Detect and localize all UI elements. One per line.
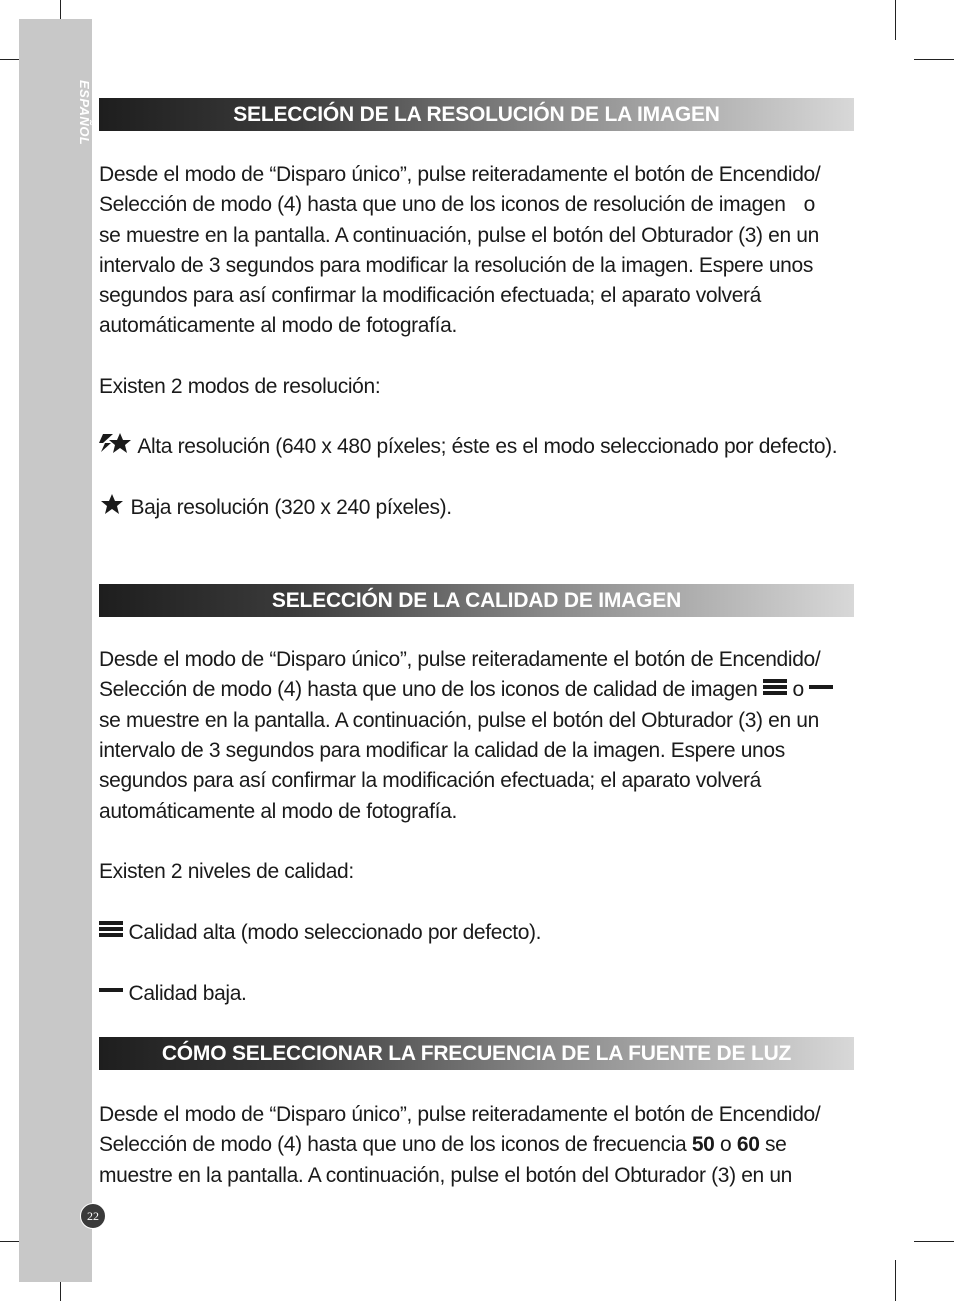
crop-mark	[914, 59, 954, 60]
page-number: 22	[80, 1203, 106, 1229]
single-bar-icon	[99, 979, 123, 1009]
text-segment: Selección de modo (4) hasta que uno de los iconos de calidad de imagen	[99, 678, 758, 702]
text-segment: se	[765, 1133, 787, 1157]
text-line: intervalo de 3 segundos para modificar la resolución de la imagen. Espere unos	[99, 253, 813, 277]
crop-mark	[895, 1260, 896, 1301]
text-line: automáticamente al modo de fotografía.	[99, 799, 457, 823]
three-bars-icon	[99, 918, 123, 948]
section-heading-text: SELECCIÓN DE LA CALIDAD DE IMAGEN	[271, 588, 682, 612]
text-segment: Selección de modo (4) hasta que uno de los iconos de resolución de imagen	[99, 193, 786, 217]
quality-levels-intro: Existen 2 niveles de calidad:	[99, 860, 354, 883]
language-sidebar	[19, 19, 92, 1282]
text-line	[99, 675, 859, 706]
resolution-paragraph	[99, 160, 859, 342]
text-line: muestre en la pantalla. A continuación, pulse el botón del Obturador (3) en un	[99, 1163, 793, 1187]
text-line	[99, 190, 859, 220]
section-heading-text: CÓMO SELECCIONAR LA FRECUENCIA DE LA FUENTE DE LUZ	[161, 1041, 792, 1065]
three-bars-icon	[763, 676, 787, 706]
frequency-60-label: 60	[736, 1133, 760, 1157]
text-line: automáticamente al modo de fotografía.	[99, 314, 457, 338]
high-resolution-item	[99, 432, 859, 463]
language-label: ESPAÑOL	[77, 80, 92, 146]
text-line: segundos para así confirmar la modificación efectuada; el aparato volverá	[99, 284, 762, 308]
high-resolution-text: Alta resolución (640 x 480 píxeles; éste es el modo seleccionado por defecto).	[137, 435, 838, 459]
section-heading-text: SELECCIÓN DE LA RESOLUCIÓN DE LA IMAGEN	[233, 102, 720, 126]
text-line: Desde el modo de “Disparo único”, pulse reiteradamente el botón de Encendido/	[99, 163, 821, 186]
section-heading-quality	[99, 584, 854, 617]
crop-mark	[914, 1241, 954, 1242]
low-quality-text: Calidad baja.	[128, 982, 247, 1005]
text-line: Desde el modo de “Disparo único”, pulse reiteradamente el botón de Encendido/	[99, 1103, 821, 1126]
high-quality-item	[99, 918, 859, 949]
text-line	[99, 1130, 859, 1160]
text-line: segundos para así confirmar la modificación efectuada; el aparato volverá	[99, 769, 762, 793]
text-segment: o	[803, 193, 815, 217]
text-line: intervalo de 3 segundos para modificar la calidad de la imagen. Espere unos	[99, 739, 785, 763]
resolution-modes-intro: Existen 2 modos de resolución:	[99, 375, 381, 398]
high-quality-text: Calidad alta (modo seleccionado por defecto).	[128, 921, 542, 944]
star-icon	[99, 493, 125, 524]
text-line: se muestre en la pantalla. A continuación, pulse el botón del Obturador (3) en un	[99, 223, 819, 247]
text-line: Desde el modo de “Disparo único”, pulse reiteradamente el botón de Encendido/	[99, 648, 821, 671]
frequency-50-label: 50	[691, 1133, 715, 1157]
section-heading-resolution	[99, 98, 854, 131]
double-star-icon	[99, 432, 133, 463]
single-bar-icon	[809, 676, 833, 706]
text-segment: Selección de modo (4) hasta que uno de los iconos de frecuencia	[99, 1133, 687, 1157]
text-segment: o	[720, 1133, 732, 1157]
frequency-paragraph	[99, 1100, 859, 1191]
quality-paragraph	[99, 645, 859, 827]
low-resolution-text: Baja resolución (320 x 240 píxeles).	[130, 496, 452, 520]
text-line: se muestre en la pantalla. A continuación, pulse el botón del Obturador (3) en un	[99, 708, 819, 732]
text-segment: o	[792, 678, 804, 702]
low-quality-item	[99, 979, 859, 1010]
low-resolution-item	[99, 493, 859, 524]
crop-mark	[895, 0, 896, 40]
section-heading-frequency	[99, 1037, 854, 1070]
